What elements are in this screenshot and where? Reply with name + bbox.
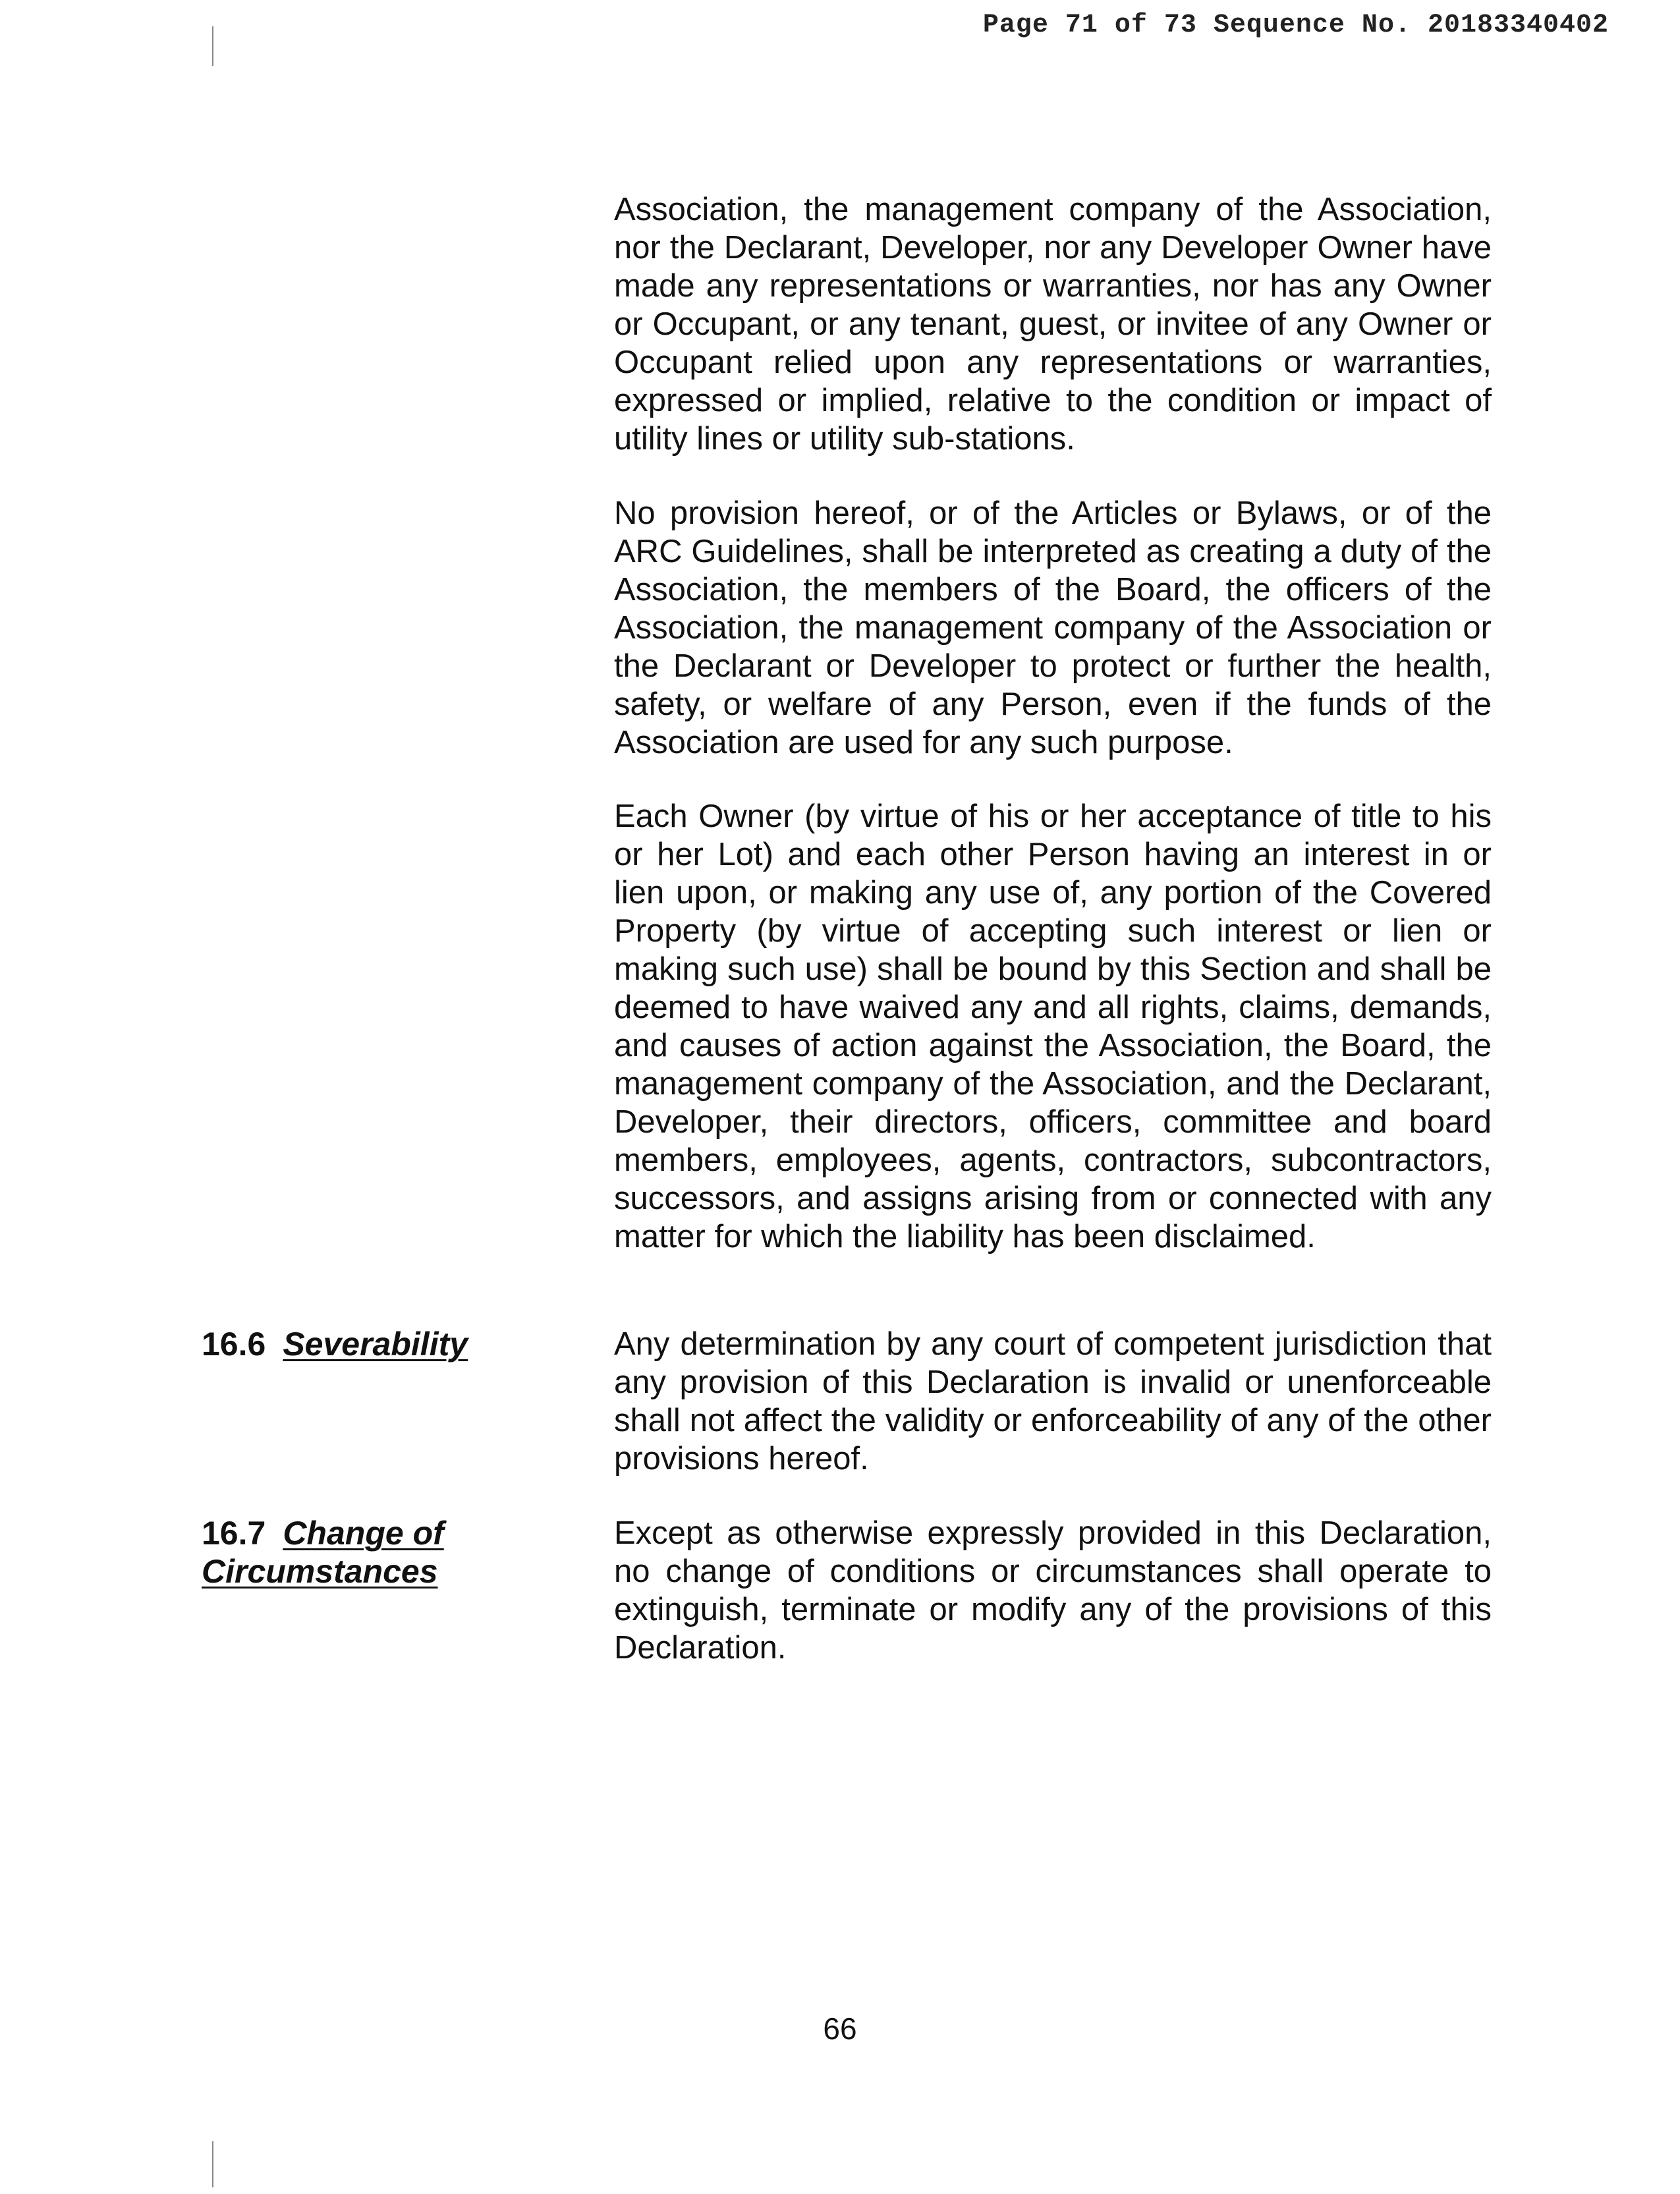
section-number: 16.7	[202, 1515, 266, 1552]
page-number: 66	[823, 2011, 857, 2046]
section-title: Severability	[283, 1326, 468, 1363]
recording-stamp: Page 71 of 73 Sequence No. 20183340402	[982, 11, 1609, 40]
section-heading-severability	[202, 1325, 571, 1363]
section-text-severability: Any determination by any court of competent jurisdiction that any provision of this Declaration is invalid or unenforceable shall not affect the validity or enforceability of any of the other provisions hereof.	[614, 1326, 1492, 1477]
section-heading-change-of-circumstances	[202, 1514, 571, 1590]
section-text-change-of-circumstances: Except as otherwise expressly provided in this Declaration, no change of conditions or circumstances shall operate to extinguish, terminate or modify any of the provisions of this Declaration.	[614, 1515, 1492, 1666]
scan-mark-top	[212, 26, 213, 66]
paragraph-waiver: Each Owner (by virtue of his or her acceptance of title to his or her Lot) and each other Person having an interest in or lien upon, or making any use of, any portion of the Covered Property (by virtue of accepting such interest or lien or making such use) shall be bound by this Section and shall be deemed to have waived any and all rights, claims, demands, and causes of action against the Association, the Board, the management company of the Association, and the Declarant, Developer, their directors, officers, committee and board members, employees, agents, contractors, subcontractors, successors, and assigns arising from or connected with any matter for which the liability has been disclaimed.	[614, 799, 1492, 1254]
paragraph-no-duty: No provision hereof, or of the Articles or Bylaws, or of the ARC Guidelines, shall be interpreted as creating a duty of the Association, the members of the Board, the officers of the Association, the management company of the Association or the Declarant or Developer to protect or further the health, safety, or welfare of any Person, even if the funds of the Association are used for any such purpose.	[614, 495, 1492, 760]
section-title-line2: Circumstances	[202, 1553, 438, 1590]
section-number: 16.6	[202, 1326, 266, 1363]
scan-mark-bottom	[212, 2141, 213, 2187]
paragraph-utility-lines: Association, the management company of the Association, nor the Declarant, Developer, nor any Developer Owner have made any representations or warranties, nor has any Owner or Occupant, or any tenant, guest, or invitee of any Owner or Occupant relied upon any representations or warranties, expressed or implied, relative to the condition or impact of utility lines or utility sub-stations.	[614, 192, 1492, 457]
section-title-line1: Change of	[283, 1515, 444, 1552]
